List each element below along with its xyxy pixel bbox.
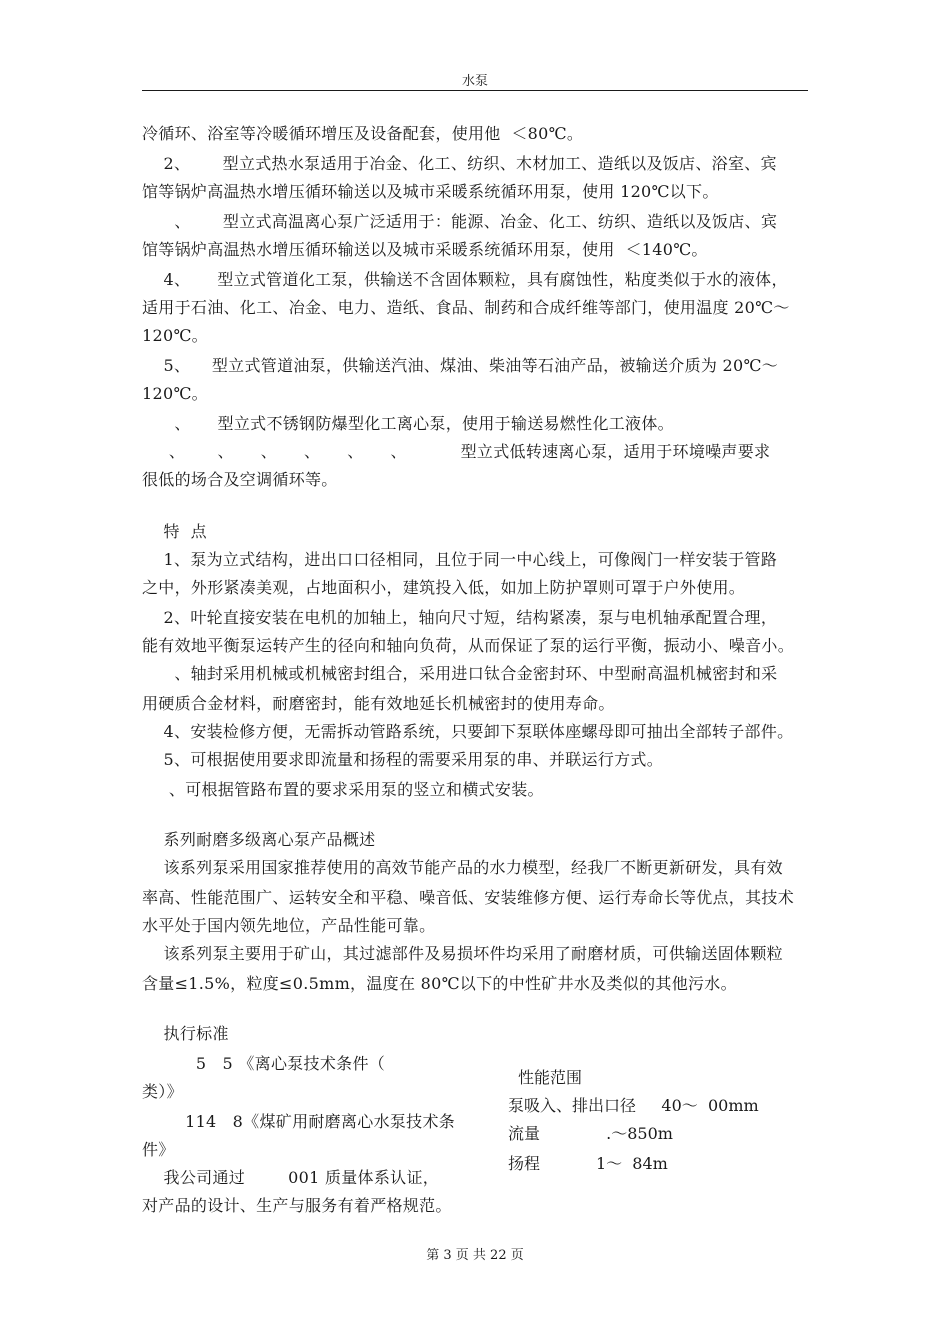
- usage-line: 馆等锅炉高温热水增压循环输送以及城市采暖系统循环用泵，使用 ＜140℃。: [142, 240, 708, 259]
- overview-line: 该系列泵采用国家推荐使用的高效节能产品的水力模型，经我厂不断更新研发，具有效: [142, 858, 783, 877]
- usage-line: 120℃。: [142, 384, 208, 403]
- usage-line: 5、 型立式管道油泵，供输送汽油、煤油、柴油等石油产品，被输送介质为 20℃～: [142, 356, 779, 375]
- performance-heading: 性能范围: [518, 1068, 583, 1087]
- standard-line: 类）》: [142, 1082, 183, 1101]
- usage-line: 2、 型立式热水泵适用于冶金、化工、纺织、木材加工、造纸以及饭店、浴室、宾: [142, 154, 777, 173]
- section-heading-overview: 系列耐磨多级离心泵产品概述: [142, 830, 376, 849]
- standard-line: 我公司通过 001 质量体系认证，: [142, 1168, 440, 1187]
- usage-line: 适用于石油、化工、冶金、电力、造纸、食品、制药和合成纤维等部门，使用温度 20℃～: [142, 298, 790, 317]
- feature-line: 、可根据管路布置的要求采用泵的竖立和横式安装。: [142, 780, 544, 799]
- performance-row-head: 扬程 1～ 84m: [508, 1154, 668, 1173]
- performance-row-diameter: 泵吸入、排出口径 40～ 00mm: [508, 1096, 759, 1115]
- usage-line: 、 型立式不锈钢防爆型化工离心泵，使用于输送易燃性化工液体。: [142, 414, 674, 433]
- usage-line: 很低的场合及空调循环等。: [142, 470, 338, 489]
- usage-line: 、 型立式高温离心泵广泛适用于：能源、冶金、化工、纺织、造纸以及饭店、宾: [142, 212, 778, 231]
- page-header: 水泵: [461, 74, 488, 89]
- usage-line: 120℃。: [142, 326, 208, 345]
- feature-line: 之中，外形紧凑美观，占地面积小，建筑投入低，如加上防护罩则可罩于户外使用。: [142, 578, 746, 597]
- overview-line: 率高、性能范围广、运转安全和平稳、噪音低、安装维修方便、运行寿命长等优点，其技术: [142, 888, 795, 907]
- usage-line: 、 、 、 、 、 、 型立式低转速离心泵，适用于环境噪声要求: [142, 442, 771, 461]
- feature-line: 1、泵为立式结构，进出口口径相同，且位于同一中心线上，可像阀门一样安装于管路: [142, 550, 778, 569]
- overview-line: 水平处于国内领先地位，产品性能可靠。: [142, 916, 436, 935]
- standard-line: 件》: [142, 1140, 175, 1159]
- standard-line: 对产品的设计、生产与服务有着严格规范。: [142, 1196, 452, 1215]
- overview-line: 该系列泵主要用于矿山，其过滤部件及易损坏件均采用了耐磨材质，可供输送固体颗粒: [142, 944, 783, 963]
- feature-line: 5、可根据使用要求即流量和扬程的需要采用泵的串、并联运行方式。: [142, 750, 664, 769]
- section-heading-standards: 执行标准: [142, 1024, 229, 1043]
- standard-line: 5 5 《离心泵技术条件（: [142, 1054, 386, 1073]
- usage-line: 馆等锅炉高温热水增压循环输送以及城市采暖系统循环用泵，使用 120℃以下。: [142, 182, 719, 201]
- performance-row-flow: 流量 .～850m: [508, 1124, 673, 1143]
- section-heading-features: 特 点: [142, 522, 207, 541]
- feature-line: 4、安装检修方便，无需拆动管路系统，只要卸下泵联体座螺母即可抽出全部转子部件。: [142, 722, 794, 741]
- usage-line: 4、 型立式管道化工泵，供输送不含固体颗粒，具有腐蚀性，粘度类似于水的液体，: [142, 270, 788, 289]
- feature-line: 能有效地平衡泵运转产生的径向和轴向负荷，从而保证了泵的运行平衡，振动小、噪音小。: [142, 636, 795, 655]
- feature-line: 用硬质合金材料，耐磨密封，能有效地延长机械密封的使用寿命。: [142, 694, 615, 713]
- usage-line: 冷循环、浴室等冷暖循环增压及设备配套，使用他 ＜80℃。: [142, 124, 584, 143]
- header-divider: [142, 90, 808, 91]
- overview-line: 含量≤1.5%，粒度≤0.5mm，温度在 80℃以下的中性矿井水及类似的其他污水。: [142, 974, 737, 993]
- feature-line: 、轴封采用机械或机械密封组合，采用进口钛合金密封环、中型耐高温机械密封和采: [142, 664, 778, 683]
- feature-line: 2、叶轮直接安装在电机的加轴上，轴向尺寸短，结构紧凑，泵与电机轴承配置合理，: [142, 608, 778, 627]
- standard-line: 114 8《煤矿用耐磨离心水泵技术条: [142, 1112, 456, 1131]
- page-number: 第 3 页 共 22 页: [426, 1248, 524, 1263]
